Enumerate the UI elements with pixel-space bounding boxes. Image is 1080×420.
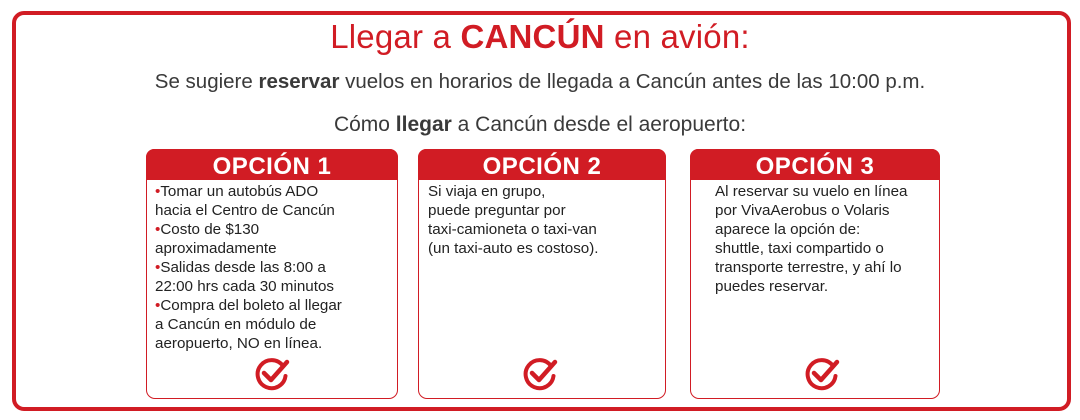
- line-text: Tomar un autobús ADO: [160, 183, 319, 200]
- line-text: a Cancún en módulo de: [155, 316, 317, 333]
- airport-heading-pre: Cómo: [333, 113, 396, 136]
- option-heading: OPCIÓN 3: [690, 149, 940, 180]
- option-1-line: [155, 258, 342, 277]
- suggestion-post: vuelos en horarios de llegada a Cancún antes de las 10:00 p.m.: [339, 70, 926, 93]
- line-text: hacia el Centro de Cancún: [155, 202, 335, 219]
- option-2-line: taxi-camioneta o taxi-van: [428, 221, 597, 238]
- title-pre: Llegar a: [330, 18, 461, 55]
- page-title: [0, 18, 1080, 56]
- option-2-body: [428, 182, 599, 258]
- option-1-line: [155, 201, 342, 220]
- bullet-icon: •: [155, 297, 161, 314]
- airport-heading: [0, 113, 1080, 137]
- check-circle-icon: [522, 356, 558, 392]
- option-card-2: [418, 149, 666, 399]
- option-card-1: [146, 149, 398, 399]
- title-city: CANCÚN: [460, 18, 605, 55]
- option-2-line: (un taxi-auto es costoso).: [428, 240, 599, 257]
- line-text: 22:00 hrs cada 30 minutos: [155, 278, 334, 295]
- option-3-line: puedes reservar.: [715, 278, 829, 295]
- booking-suggestion: [0, 70, 1080, 94]
- option-2-line: Si viaja en grupo,: [428, 183, 546, 200]
- option-3-line: aparece la opción de:: [715, 221, 861, 238]
- line-text: Salidas desde las 8:00 a: [160, 259, 326, 276]
- option-1-line: [155, 315, 342, 334]
- airport-heading-post: a Cancún desde el aeropuerto:: [451, 113, 747, 136]
- option-2-line: puede preguntar por: [428, 202, 566, 219]
- option-3-line: shuttle, taxi compartido o: [715, 240, 884, 257]
- bullet-icon: •: [155, 183, 161, 200]
- option-1-line: [155, 182, 342, 201]
- bullet-icon: •: [155, 221, 161, 238]
- option-3-line: transporte terrestre, y ahí lo: [715, 259, 902, 276]
- option-card-3: [690, 149, 940, 399]
- check-circle-icon: [804, 356, 840, 392]
- option-1-line: [155, 239, 342, 258]
- option-3-line: por VivaAerobus o Volaris: [715, 202, 890, 219]
- option-1-line: [155, 220, 342, 239]
- option-1-body: [155, 182, 342, 353]
- option-3-line: Al reservar su vuelo en línea: [715, 183, 908, 200]
- line-text: aeropuerto, NO en línea.: [155, 335, 323, 352]
- option-3-body: [715, 182, 907, 296]
- line-text: aproximadamente: [155, 240, 277, 257]
- airport-heading-bold: llegar: [395, 113, 452, 136]
- suggestion-pre: Se sugiere: [154, 70, 259, 93]
- option-1-line: [155, 296, 342, 315]
- check-circle-icon: [254, 356, 290, 392]
- title-post: en avión:: [604, 18, 750, 55]
- bullet-icon: •: [155, 259, 161, 276]
- option-1-line: [155, 334, 342, 353]
- suggestion-bold: reservar: [258, 70, 340, 93]
- line-text: Compra del boleto al llegar: [160, 297, 342, 314]
- line-text: Costo de $130: [160, 221, 260, 238]
- option-1-line: [155, 277, 342, 296]
- option-heading: OPCIÓN 2: [418, 149, 666, 180]
- option-heading: OPCIÓN 1: [146, 149, 398, 180]
